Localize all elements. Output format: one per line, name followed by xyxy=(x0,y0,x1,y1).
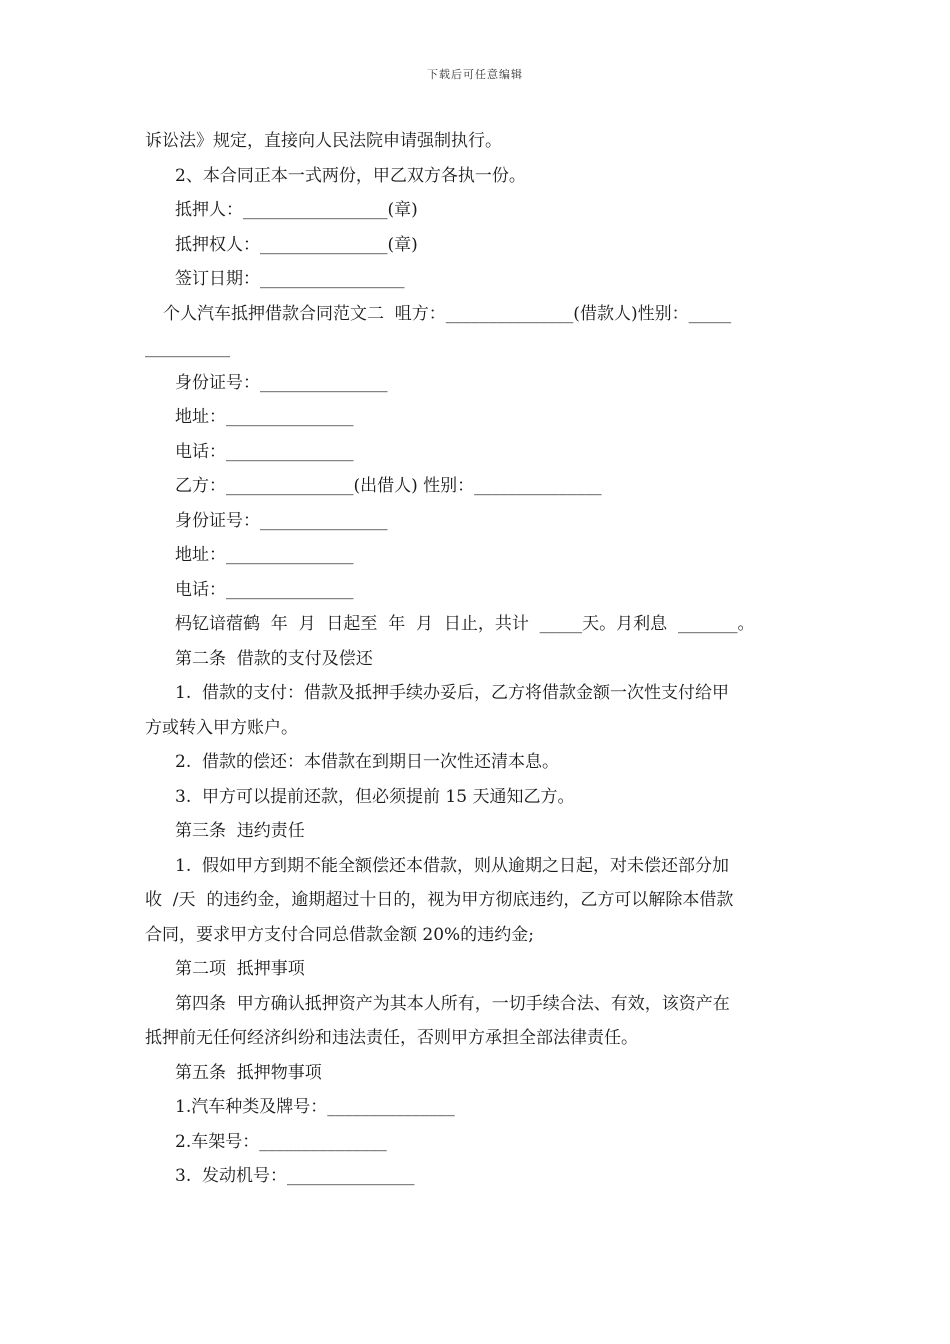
text-line: 个人汽车抵押借款合同范文二 咀方：_______________(借款人)性别：_____ xyxy=(163,303,732,324)
text-line: 3. 甲方可以提前还款，但必须提前 15 天通知乙方。 xyxy=(175,786,575,807)
text-line: 地址：_______________ xyxy=(175,545,354,565)
text-line: 诉讼法》规定，直接向人民法院申请强制执行。 xyxy=(145,131,502,151)
text-line: 收 /天 的违约金，逾期超过十日的，视为甲方彻底违约，乙方可以解除本借款 xyxy=(145,890,734,910)
text-line: 抵押人：_________________(章) xyxy=(175,200,418,220)
text-line: 电话：_______________ xyxy=(175,441,354,462)
document-body xyxy=(145,124,810,1194)
text-line: 1. 借款的支付：借款及抵押手续办妥后，乙方将借款金额一次性支付给甲 xyxy=(175,683,730,703)
text-line: 签订日期：_________________ xyxy=(175,269,405,289)
text-line: 2.车架号：_______________ xyxy=(175,1131,387,1152)
text-line: 2、本合同正本一式两份，甲乙双方各执一份。 xyxy=(175,165,526,186)
text-line: 抵押前无任何经济纠纷和违法责任，否则甲方承担全部法律责任。 xyxy=(145,1028,638,1048)
text-line: 方或转入甲方账户。 xyxy=(145,717,298,738)
page-header-note: 下载后可任意编辑 xyxy=(427,68,523,81)
text-line: 第四条 甲方确认抵押资产为其本人所有，一切手续合法、有效，该资产在 xyxy=(175,993,730,1014)
text-line: 身份证号：_______________ xyxy=(175,372,388,393)
text-line: 1.汽车种类及牌号：_______________ xyxy=(175,1097,455,1117)
section-heading: 第二条 借款的支付及偿还 xyxy=(175,648,373,669)
section-heading: 第二项 抵押事项 xyxy=(175,959,305,979)
text-line: 1. 假如甲方到期不能全额偿还本借款，则从逾期之日起，对未偿还部分加 xyxy=(175,855,730,876)
text-line: 合同，要求甲方支付合同总借款金额 20%的违约金; xyxy=(145,924,534,945)
section-heading: 第三条 违约责任 xyxy=(175,821,305,841)
text-line: 地址：_______________ xyxy=(175,407,354,427)
text-line: 杩钇谙蓿鹤 年 月 日起至 年 月 日止，共计 _____天。月利息 _______。 xyxy=(175,614,755,634)
section-heading: 第五条 抵押物事项 xyxy=(175,1062,322,1083)
text-line: __________ xyxy=(145,338,230,358)
text-line: 抵押权人：_______________(章) xyxy=(175,234,418,255)
text-line: 3. 发动机号：_______________ xyxy=(175,1166,415,1186)
text-line: 乙方：_______________(出借人) 性别：_______________ xyxy=(175,476,602,496)
text-line: 2. 借款的偿还：本借款在到期日一次性还清本息。 xyxy=(175,752,560,772)
text-line: 身份证号：_______________ xyxy=(175,510,388,531)
text-line: 电话：_______________ xyxy=(175,579,354,600)
